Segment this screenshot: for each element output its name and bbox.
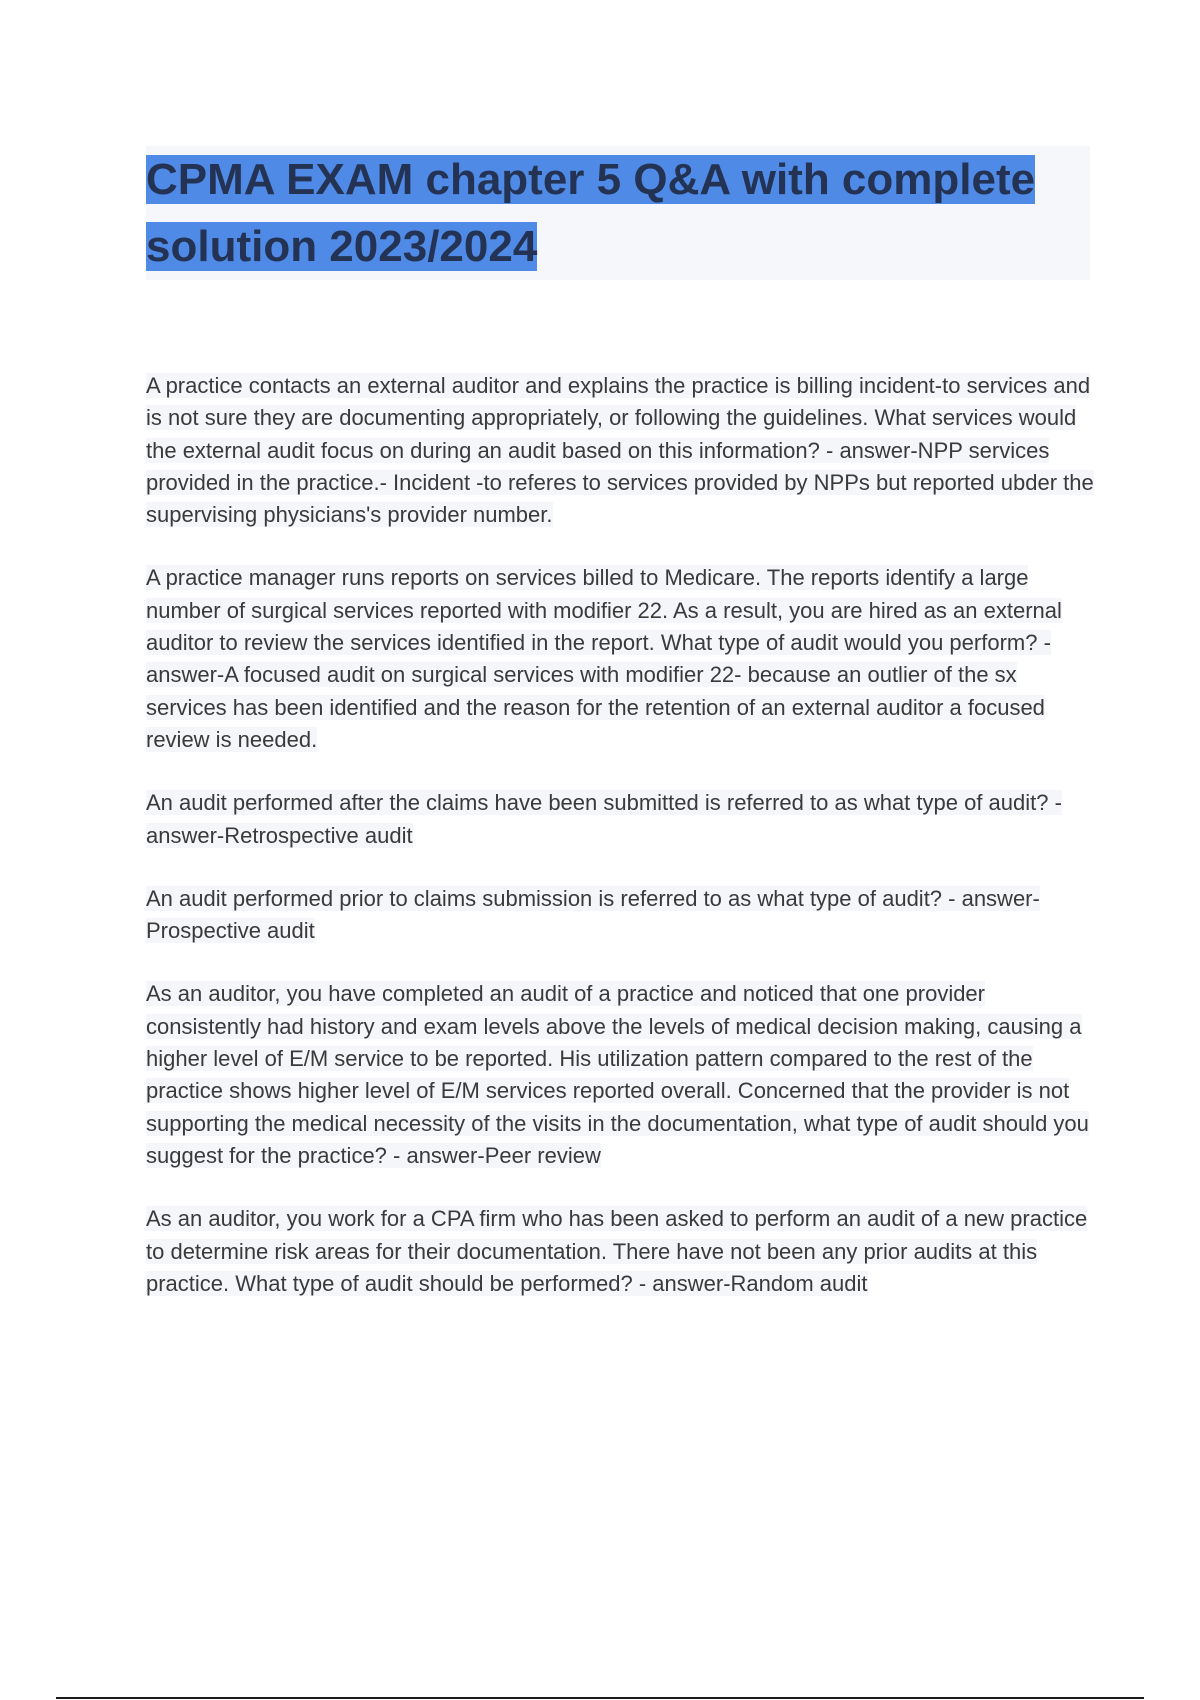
document-title bbox=[146, 146, 1090, 280]
qa-entry-text: A practice manager runs reports on services billed to Medicare. The reports identify a large number of surgical services reported with modifier 22. As a result, you are hired as an external auditor to review the services identified in the report. What type of audit would you perform? - answer-A focused audit on surgical services with modifier 22- because an outlier of the sx services has been identified and the reason for the retention of an external auditor a focused review is needed. bbox=[146, 565, 1062, 752]
qa-entry-4 bbox=[146, 883, 1096, 948]
document-title-text: CPMA EXAM chapter 5 Q&A with complete solution 2023/2024 bbox=[146, 155, 1036, 271]
qa-entry-2 bbox=[146, 562, 1096, 756]
qa-entry-5 bbox=[146, 978, 1096, 1172]
qa-entry-text: An audit performed after the claims have been submitted is referred to as what type of audit? - answer-Retrospective audit bbox=[146, 790, 1062, 848]
qa-list bbox=[146, 370, 1096, 1331]
qa-entry-text: A practice contacts an external auditor and explains the practice is billing incident-to services and is not sure they are documenting appropriately, or following the guidelines. What services would the external audit focus on during an audit based on this information? - answer-NPP services provided in the practice.- Incident -to referes to services provided by NPPs but reported ubder the supervising physicians's provider number. bbox=[146, 373, 1094, 528]
qa-entry-1 bbox=[146, 370, 1096, 531]
qa-entry-text: As an auditor, you have completed an audit of a practice and noticed that one provider consistently had history and exam levels above the levels of medical decision making, causing a higher level of E/M service to be reported. His utilization pattern compared to the rest of the practice shows higher level of E/M services reported overall. Concerned that the provider is not supporting the medical necessity of the visits in the documentation, what type of audit should you suggest for the practice? - answer-Peer review bbox=[146, 981, 1089, 1168]
footer-divider bbox=[56, 1697, 1144, 1699]
qa-entry-text: An audit performed prior to claims submission is referred to as what type of audit? - answer-Prospective audit bbox=[146, 885, 1040, 944]
qa-entry-3 bbox=[146, 787, 1096, 852]
title-block bbox=[146, 146, 1090, 280]
qa-entry-6 bbox=[146, 1203, 1096, 1300]
qa-entry-text: As an auditor, you work for a CPA firm who has been asked to perform an audit of a new practice to determine risk areas for their documentation. There have not been any prior audits at this practice. What type of audit should be performed? - answer-Random audit bbox=[146, 1206, 1088, 1296]
